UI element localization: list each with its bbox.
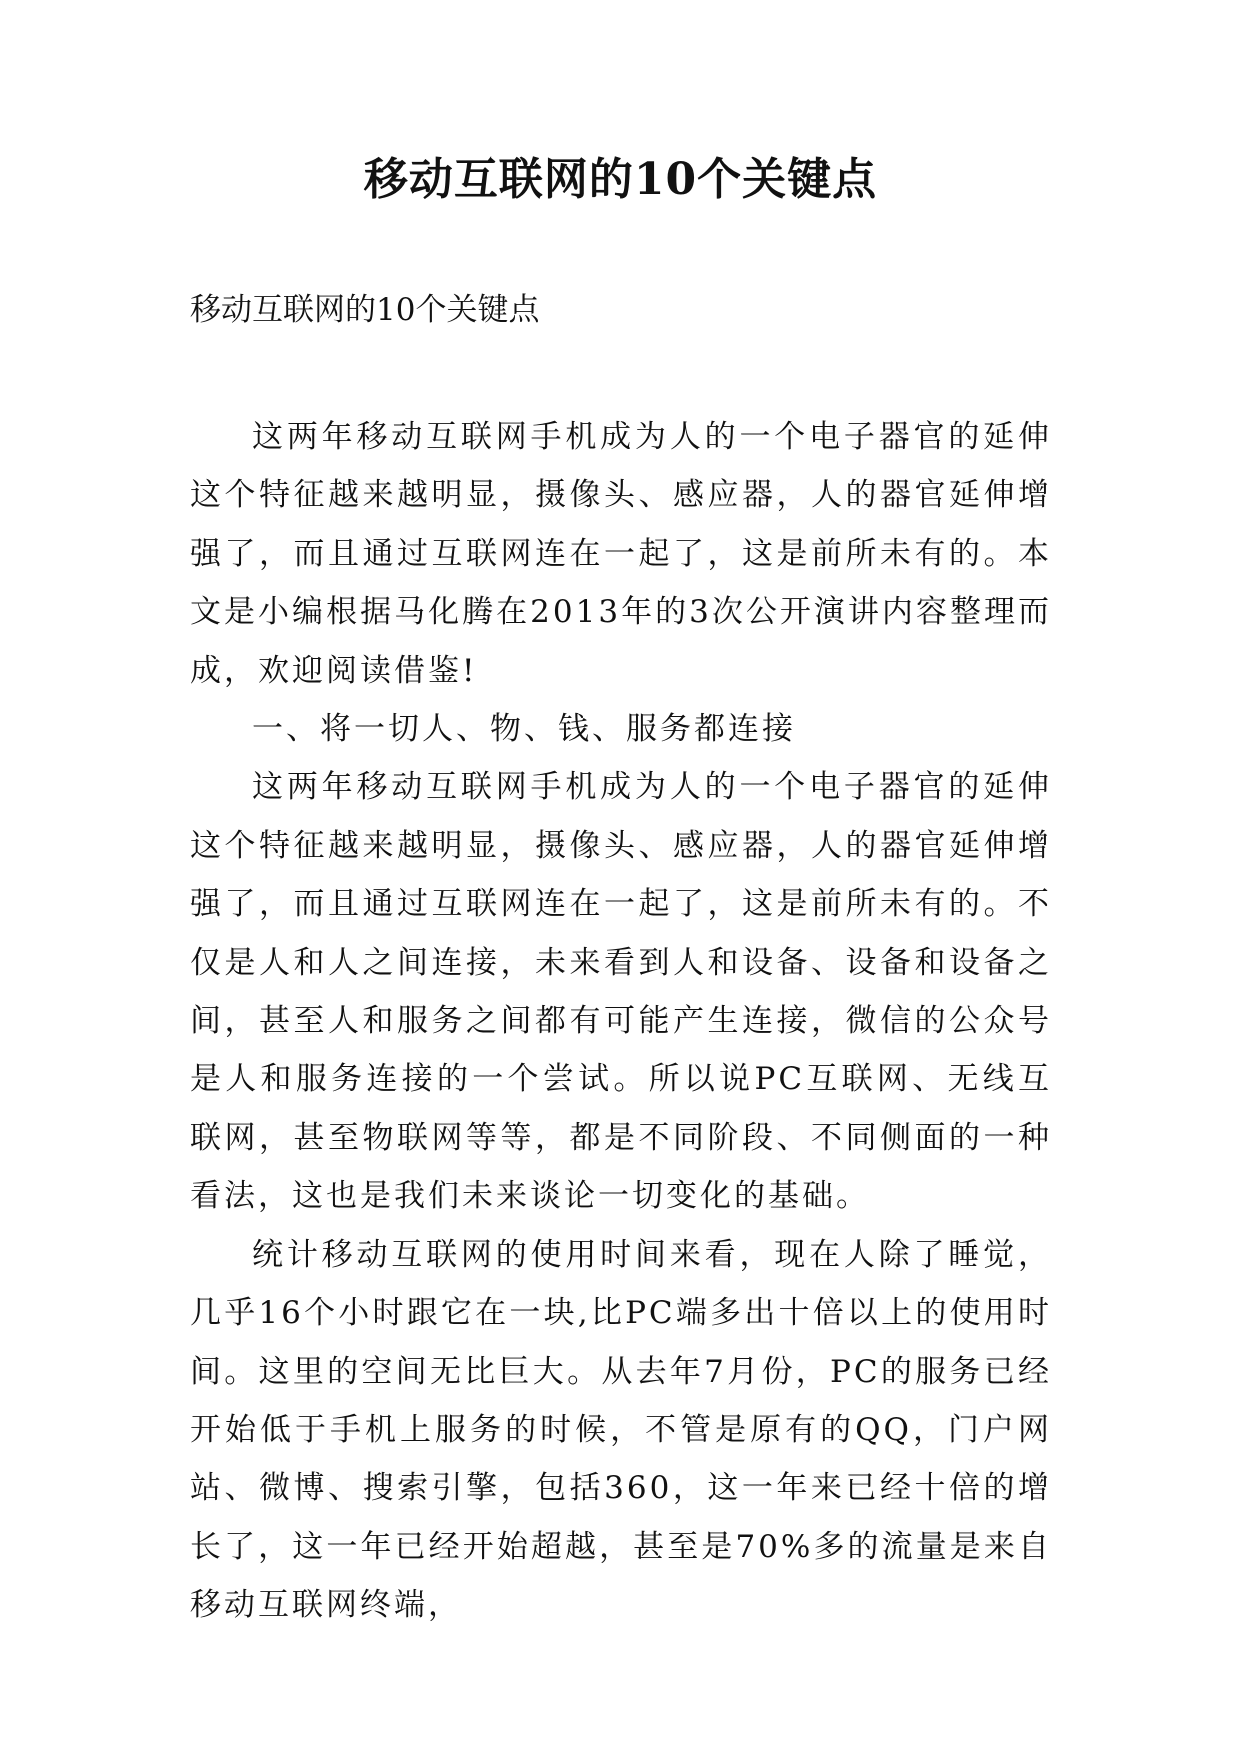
paragraph-connection: 这两年移动互联网手机成为人的一个电子器官的延伸这个特征越来越明显，摄像头、感应器，人的器官延伸增强了，而且通过互联网连在一起了，这是前所未有的。不仅是人和人之间连接，未来看到人和设备、设备和设备之间，甚至人和服务之间都有可能产生连接，微信的公众号是人和服务连接的一个尝试。所以说PC互联网、无线互联网，甚至物联网等等，都是不同阶段、不同侧面的一种看法，这也是我们未来谈论一切变化的基础。	[190, 769, 1052, 1215]
document-body	[190, 408, 1052, 1635]
document-title: 移动互联网的10个关键点	[363, 154, 878, 205]
paragraph-intro: 这两年移动互联网手机成为人的一个电子器官的延伸这个特征越来越明显，摄像头、感应器，人的器官延伸增强了，而且通过互联网连在一起了，这是前所未有的。本文是小编根据马化腾在2013年的3次公开演讲内容整理而成，欢迎阅读借鉴!	[190, 419, 1052, 689]
paragraph-usage-statistics: 统计移动互联网的使用时间来看，现在人除了睡觉，几乎16个小时跟它在一块,比PC端多出十倍以上的使用时间。这里的空间无比巨大。从去年7月份，PC的服务已经开始低于手机上服务的时候，不管是原有的QQ，门户网站、微博、搜索引擎，包括360，这一年来已经十倍的增长了，这一年已经开始超越，甚至是70%多的流量是来自移动互联网终端，	[190, 1236, 1052, 1624]
document-subtitle: 移动互联网的10个关键点	[190, 292, 540, 328]
section-heading: 一、将一切人、物、钱、服务都连接	[252, 711, 796, 748]
